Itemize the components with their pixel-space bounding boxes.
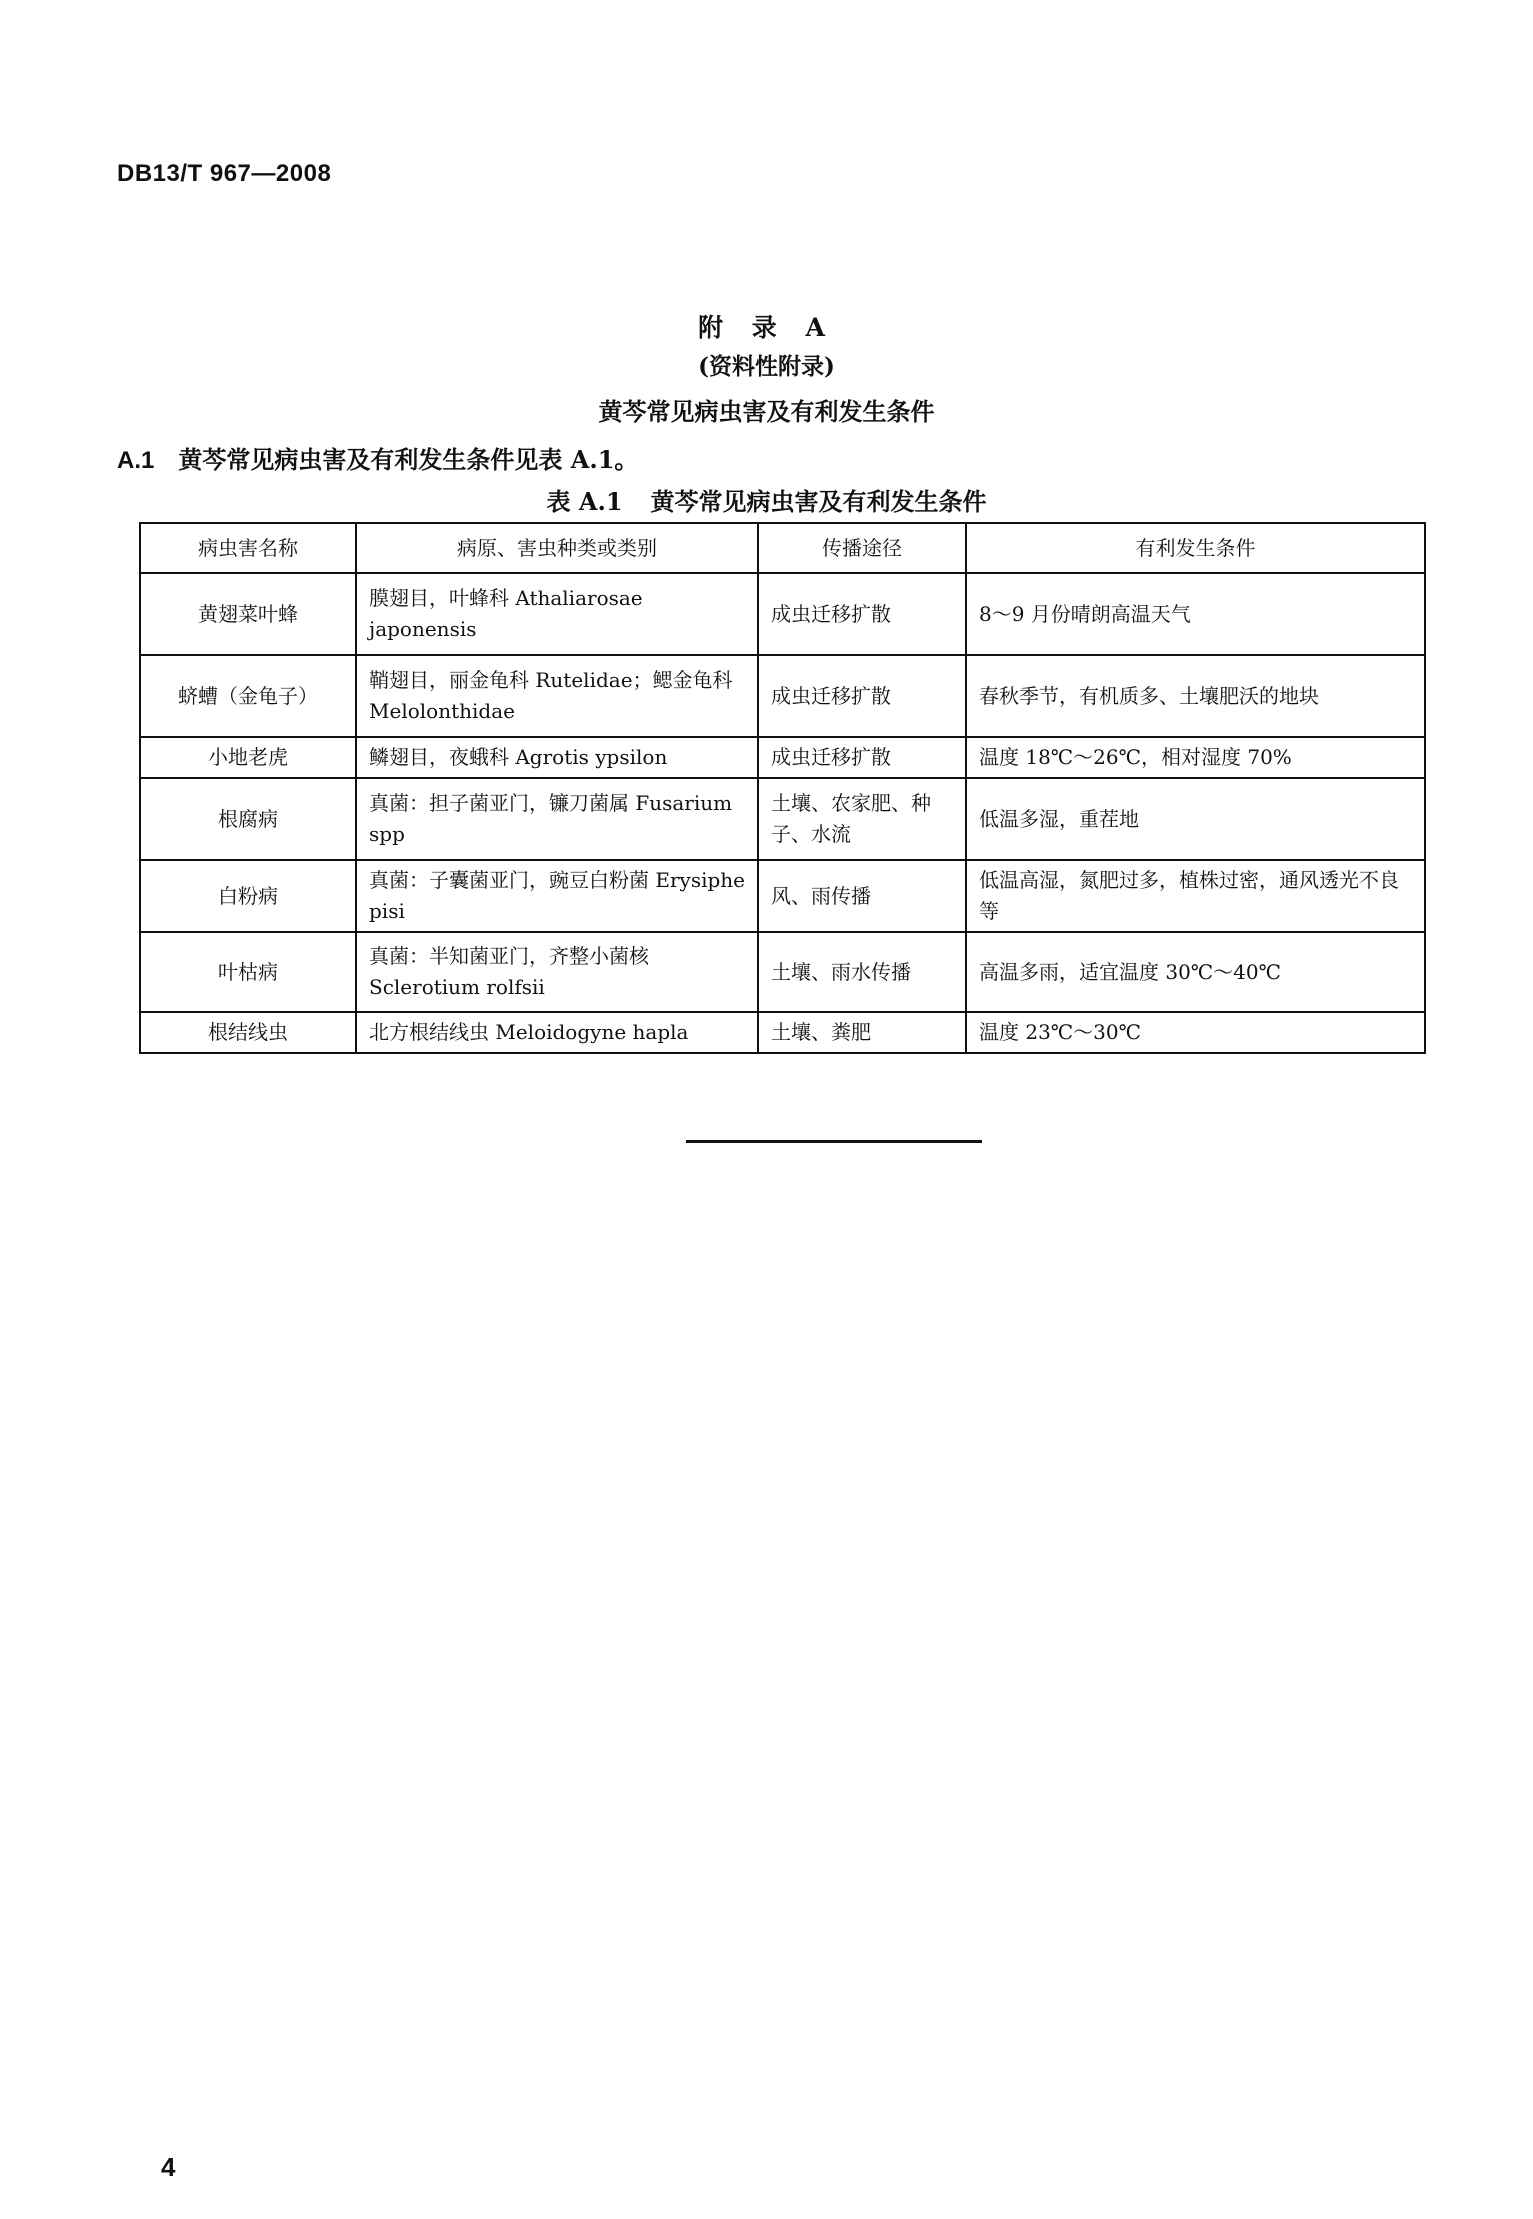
section-a1 [117, 440, 638, 475]
cell-type: 鳞翅目，夜蛾科 Agrotis ypsilon [356, 737, 758, 778]
table-row [140, 1012, 1425, 1053]
appendix-subtitle: (资料性附录) [698, 353, 835, 380]
cell-type: 膜翅目，叶蜂科 Athaliarosae japonensis [356, 573, 758, 655]
table-row [140, 573, 1425, 655]
header-name: 病虫害名称 [140, 523, 356, 573]
table-row [140, 860, 1425, 932]
cell-condition: 温度 23℃～30℃ [966, 1012, 1425, 1053]
table-row [140, 778, 1425, 860]
cell-name: 白粉病 [140, 860, 356, 932]
cell-route: 成虫迁移扩散 [758, 737, 966, 778]
header-type: 病原、害虫种类或类别 [356, 523, 758, 573]
table-row [140, 655, 1425, 737]
table-caption-title: 黄芩常见病虫害及有利发生条件 [650, 487, 987, 516]
cell-route: 风、雨传播 [758, 860, 966, 932]
header-condition: 有利发生条件 [966, 523, 1425, 573]
cell-condition: 低温多湿，重茬地 [966, 778, 1425, 860]
cell-route: 土壤、粪肥 [758, 1012, 966, 1053]
cell-name: 小地老虎 [140, 737, 356, 778]
cell-condition: 低温高湿，氮肥过多，植株过密，通风透光不良等 [966, 860, 1425, 932]
cell-name: 蛴螬（金龟子） [140, 655, 356, 737]
table-caption-number: 表 A.1 [546, 487, 623, 516]
pest-table [139, 522, 1426, 1054]
page-number: 4 [161, 2152, 176, 2182]
section-text: 黄芩常见病虫害及有利发生条件见表 A.1。 [178, 445, 639, 474]
header-route: 传播途径 [758, 523, 966, 573]
cell-type: 真菌：半知菌亚门，齐整小菌核 Sclerotium rolfsii [356, 932, 758, 1012]
cell-name: 叶枯病 [140, 932, 356, 1012]
end-divider [686, 1140, 982, 1143]
cell-route: 成虫迁移扩散 [758, 573, 966, 655]
cell-type: 鞘翅目，丽金龟科 Rutelidae；鳃金龟科 Melolonthidae [356, 655, 758, 737]
document-code: DB13/T 967—2008 [117, 160, 332, 187]
cell-condition: 高温多雨，适宜温度 30℃～40℃ [966, 932, 1425, 1012]
cell-route: 土壤、农家肥、种子、水流 [758, 778, 966, 860]
cell-name: 黄翅菜叶蜂 [140, 573, 356, 655]
cell-condition: 8～9 月份晴朗高温天气 [966, 573, 1425, 655]
table-row [140, 737, 1425, 778]
cell-name: 根腐病 [140, 778, 356, 860]
cell-type: 真菌：担子菌亚门，镰刀菌属 Fusarium spp [356, 778, 758, 860]
cell-type: 北方根结线虫 Meloidogyne hapla [356, 1012, 758, 1053]
cell-condition: 温度 18℃～26℃，相对湿度 70% [966, 737, 1425, 778]
cell-name: 根结线虫 [140, 1012, 356, 1053]
cell-condition: 春秋季节，有机质多、土壤肥沃的地块 [966, 655, 1425, 737]
table-header-row [140, 523, 1425, 573]
table-row [140, 932, 1425, 1012]
appendix-heading: 黄芩常见病虫害及有利发生条件 [598, 397, 935, 426]
cell-type: 真菌：子囊菌亚门，豌豆白粉菌 Erysiphe pisi [356, 860, 758, 932]
table-caption [0, 482, 1533, 517]
appendix-title: 附 录 A [698, 313, 835, 342]
cell-route: 成虫迁移扩散 [758, 655, 966, 737]
section-number: A.1 [117, 447, 155, 474]
cell-route: 土壤、雨水传播 [758, 932, 966, 1012]
